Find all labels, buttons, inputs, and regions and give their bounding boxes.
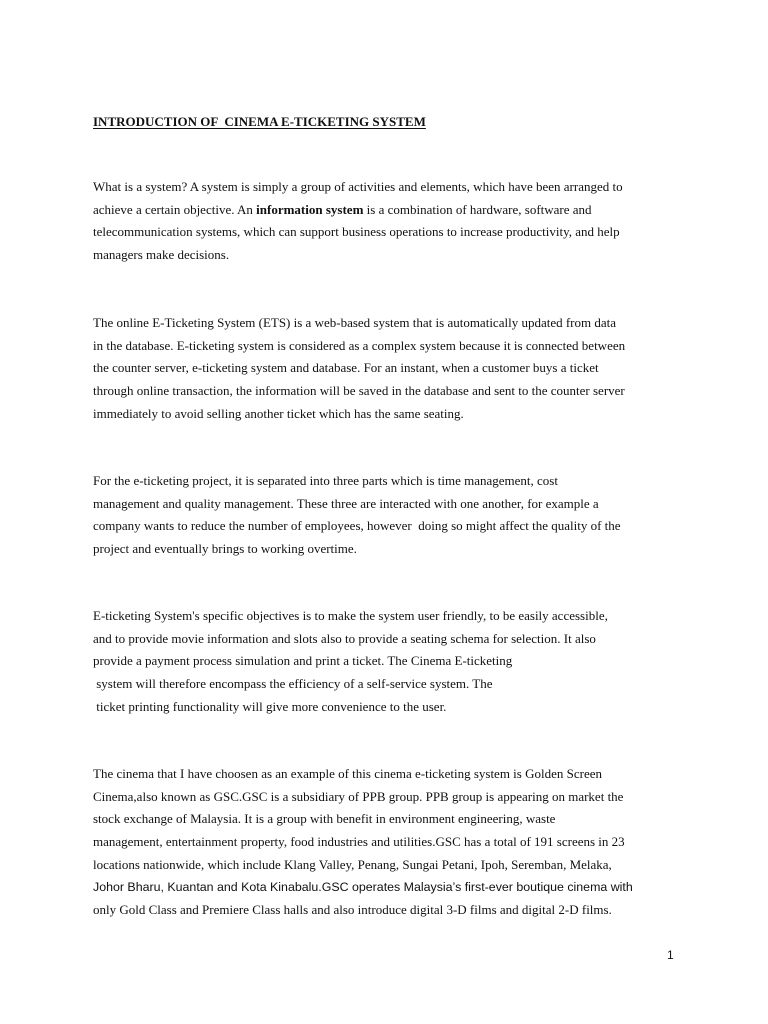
- paragraph-line: the counter server, e-ticketing system and database. For an instant, when a customer buys a ticket: [93, 360, 599, 376]
- line-text: is a combination of hardware, software and: [363, 201, 592, 217]
- paragraph-objectives: [93, 605, 693, 718]
- paragraph-line: system will therefore encompass the efficiency of a self-service system. The: [93, 676, 493, 692]
- paragraph-line: [93, 199, 693, 222]
- paragraph-line: in the database. E-ticketing system is considered as a complex system because it is connected between: [93, 337, 626, 353]
- paragraph-line: Cinema,also known as GSC.GSC is a subsidiary of PPB group. PPB group is appearing on market the: [93, 788, 624, 804]
- paragraph-project-parts: [93, 470, 693, 561]
- document-title: INTRODUCTION OF CINEMA E-TICKETING SYSTEM: [93, 114, 426, 129]
- paragraph-line: The online E-Ticketing System (ETS) is a web-based system that is automatically updated from data: [93, 315, 617, 330]
- paragraph-line: management, entertainment property, food industries and utilities.GSC has a total of 191 screens in 23: [93, 834, 625, 850]
- paragraph-line: immediately to avoid selling another ticket which has the same seating.: [93, 405, 464, 421]
- paragraph-line: The cinema that I have choosen as an example of this cinema e-ticketing system is Golden Screen: [93, 766, 602, 781]
- paragraph-line: telecommunication systems, which can support business operations to increase productivity, and help: [93, 224, 620, 240]
- paragraph-golden-screen-cinema: [93, 763, 693, 922]
- paragraph-online-ets: [93, 312, 693, 425]
- paragraph-line: What is a system? A system is simply a group of activities and elements, which have been arranged to: [93, 179, 623, 194]
- paragraph-line: project and eventually brings to working overtime.: [93, 541, 357, 557]
- page-number: 1: [667, 948, 674, 962]
- paragraph-line: For the e-ticketing project, it is separated into three parts which is time management, cost: [93, 473, 558, 488]
- paragraph-line: ticket printing functionality will give more convenience to the user.: [93, 698, 447, 714]
- paragraph-line: management and quality management. These three are interacted with one another, for example a: [93, 495, 599, 511]
- line-text: achieve a certain objective. An: [93, 201, 257, 217]
- paragraph-what-is-a-system: [93, 176, 693, 267]
- paragraph-line: locations nationwide, which include Klang Valley, Penang, Sungai Petani, Ipoh, Seremban, Melaka,: [93, 856, 612, 872]
- paragraph-line: provide a payment process simulation and print a ticket. The Cinema E-ticketing: [93, 653, 513, 669]
- paragraph-line: company wants to reduce the number of employees, however doing so might affect the quality of the: [93, 518, 621, 534]
- paragraph-line: managers make decisions.: [93, 247, 230, 263]
- bold-term-information-system: information system: [256, 201, 364, 217]
- paragraph-line: and to provide movie information and slots also to provide a seating schema for selection. It also: [93, 630, 596, 646]
- paragraph-line: through online transaction, the information will be saved in the database and sent to the counter server: [93, 383, 625, 399]
- paragraph-line: Johor Bharu, Kuantan and Kota Kinabalu.GSC operates Malaysia’s first-ever boutique cinema with: [93, 880, 633, 895]
- paragraph-line: only Gold Class and Premiere Class halls and also introduce digital 3-D films and digital 2-D films.: [93, 902, 612, 918]
- paragraph-line: stock exchange of Malaysia. It is a group with benefit in environment engineering, waste: [93, 811, 556, 827]
- paragraph-line: E-ticketing System's specific objectives is to make the system user friendly, to be easily accessible,: [93, 608, 608, 623]
